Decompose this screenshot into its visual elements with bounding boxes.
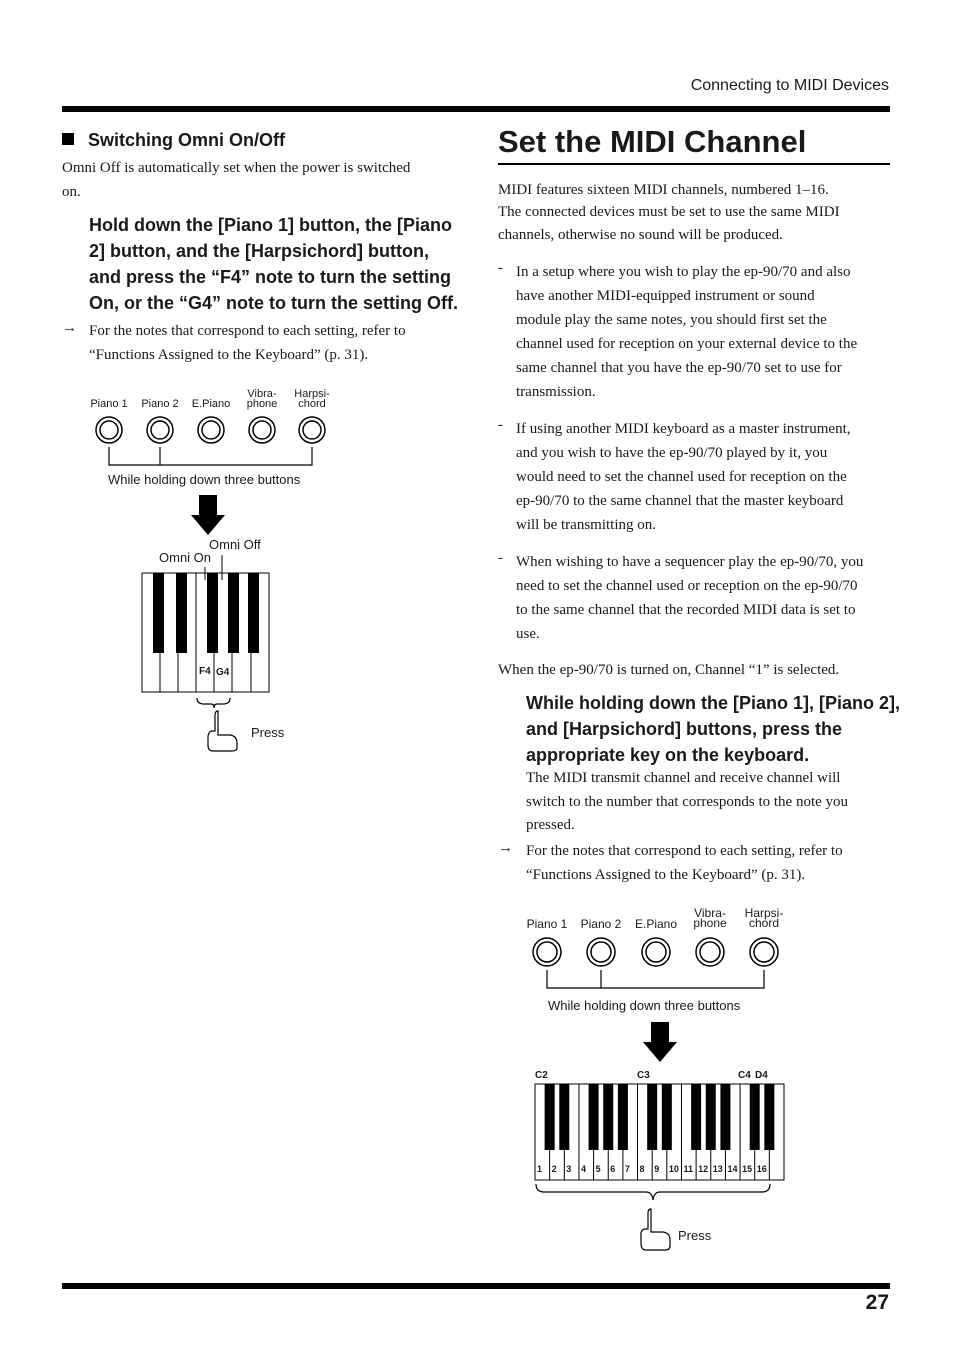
black-key (559, 1084, 569, 1150)
text-line: channel used for reception on your external device to the (516, 336, 858, 352)
text-line: In a setup where you wish to play the ep-90/70 and also (516, 264, 851, 280)
omni-off-label: Omni Off (209, 537, 261, 552)
channel-number: 5 (595, 1164, 601, 1174)
channel-step-desc (526, 767, 848, 838)
bullet-dash: - (498, 417, 503, 433)
c4-label: C4 (738, 1070, 751, 1081)
black-key (662, 1084, 672, 1150)
text-line: chord (748, 916, 780, 930)
text-line: appropriate key on the keyboard. (526, 745, 810, 765)
right-diagram-graphics (520, 930, 800, 1260)
text-line: Hold down the [Piano 1] button, the [Piano (89, 215, 452, 235)
text-line: For the notes that correspond to each setting, refer to (89, 323, 406, 339)
button-label-piano1: Piano 1 (526, 917, 568, 931)
bullet-dash: - (498, 550, 503, 566)
button-label-piano1: Piano 1 (90, 398, 128, 410)
text-line: and [Harpsichord] buttons, press the (526, 719, 843, 739)
section-heading (62, 130, 285, 151)
channel-number: 2 (551, 1164, 557, 1174)
keyboard-graphic (535, 1084, 784, 1200)
channel-number: 1 (537, 1164, 543, 1174)
channel-number: 8 (639, 1164, 645, 1174)
black-key (750, 1084, 760, 1150)
channel-number: 12 (698, 1164, 709, 1174)
omni-intro (62, 157, 410, 204)
c2-label: C2 (535, 1070, 548, 1081)
text-line: While holding down the [Piano 1], [Piano 2], (526, 693, 900, 713)
keyboard-graphic (142, 555, 269, 708)
omni-reference (89, 320, 406, 367)
text-line: would need to set the channel used for reception on the (516, 469, 847, 485)
button-label-piano2: Piano 2 (580, 917, 622, 931)
channel-reference (526, 840, 843, 887)
black-key (764, 1084, 774, 1150)
holding-caption: While holding down three buttons (108, 472, 301, 487)
button-label-harpsichord (738, 908, 790, 928)
channel-number: 9 (654, 1164, 660, 1174)
down-arrow-icon (191, 495, 225, 535)
text-line: The connected devices must be set to use the same MIDI (498, 203, 840, 220)
black-key (647, 1084, 657, 1150)
bullet-3 (516, 550, 863, 646)
text-line: When wishing to have a sequencer play the ep-90/70, you (516, 554, 864, 570)
text-line: phone (246, 398, 278, 410)
text-line: Vibra- (694, 906, 726, 920)
button-label-piano2: Piano 2 (141, 398, 179, 410)
text-line: Harpsi- (294, 388, 330, 400)
down-arrow-icon (643, 1022, 677, 1062)
channel-number: 4 (580, 1164, 586, 1174)
channel-number: 16 (756, 1164, 767, 1174)
text-line: phone (693, 916, 727, 930)
text-line: and you wish to have the ep-90/70 played by it, you (516, 445, 828, 461)
bracket-line (547, 970, 764, 988)
holding-caption: While holding down three buttons (548, 998, 741, 1013)
text-line: will be transmitting on. (516, 517, 656, 533)
text-line: Harpsi- (744, 906, 784, 920)
black-key (589, 1084, 599, 1150)
black-key (720, 1084, 730, 1150)
channel-number: 11 (683, 1164, 694, 1174)
omni-on-label: Omni On (159, 550, 212, 565)
text-line: MIDI features sixteen MIDI channels, numbered 1–16. (498, 182, 829, 198)
press-hand-icon (208, 711, 237, 751)
page-title: Set the MIDI Channel (498, 124, 807, 159)
bullet-1 (516, 260, 857, 404)
top-rule (62, 106, 890, 112)
text-line: ep-90/70 to the same channel that the master keyboard (516, 493, 844, 509)
brace-line (197, 698, 230, 708)
left-diagram-graphics (80, 405, 360, 765)
ref-arrow-icon: → (498, 840, 513, 856)
press-label: Press (251, 725, 285, 740)
text-line: same channel that you have the ep-90/70 set to use for (516, 360, 842, 376)
omni-step-instruction (89, 212, 458, 316)
ref-arrow-icon: → (62, 320, 77, 336)
section-heading-text: Switching Omni On/Off (88, 130, 285, 150)
black-key (603, 1084, 613, 1150)
running-header: Connecting to MIDI Devices (690, 77, 889, 94)
text-line: For the notes that correspond to each setting, refer to (526, 843, 843, 859)
text-line: on. (62, 183, 81, 200)
text-line: need to set the channel used or reception on the ep-90/70 (516, 578, 858, 594)
g4-label: G4 (216, 667, 230, 678)
text-line: The MIDI transmit channel and receive channel will (526, 770, 841, 786)
channel-number: 10 (668, 1164, 679, 1174)
channel-number: 15 (742, 1164, 753, 1174)
text-line: If using another MIDI keyboard as a master instrument, (516, 421, 851, 437)
black-key (706, 1084, 716, 1150)
f4-label: F4 (199, 666, 211, 677)
text-line: to the same channel that the recorded MIDI data is set to (516, 602, 856, 618)
text-line: Omni Off is automatically set when the power is switched (62, 160, 411, 176)
black-key (545, 1084, 555, 1150)
bullet-2 (516, 417, 851, 537)
text-line: chord (298, 398, 326, 410)
text-line: use. (516, 626, 540, 642)
d4-label: D4 (755, 1070, 768, 1081)
text-line: “Functions Assigned to the Keyboard” (p. 31). (526, 866, 806, 883)
channel-number: 14 (727, 1164, 738, 1174)
bracket-line (109, 447, 312, 465)
text-line: 2] button, and the [Harpsichord] button, (89, 241, 429, 261)
power-on-note: When the ep-90/70 is turned on, Channel “1” is selected. (498, 662, 840, 678)
black-key (618, 1084, 628, 1150)
page-number: 27 (865, 1291, 889, 1314)
text-line: channels, otherwise no sound will be produced. (498, 227, 783, 243)
channel-number: 6 (610, 1164, 616, 1174)
text-line: switch to the number that corresponds to the note you (526, 793, 849, 810)
text-line: “Functions Assigned to the Keyboard” (p. 31). (89, 346, 369, 363)
text-line: have another MIDI-equipped instrument or sound (516, 288, 815, 304)
button-label-epiano: E.Piano (634, 917, 678, 931)
brace-line (536, 1184, 770, 1200)
press-hand-icon (641, 1209, 670, 1250)
bottom-rule (62, 1283, 890, 1289)
channel-number: 13 (712, 1164, 723, 1174)
text-line: Vibra- (247, 388, 277, 400)
square-bullet-icon (62, 133, 74, 145)
midi-intro (498, 179, 840, 248)
press-label: Press (678, 1228, 712, 1243)
c3-label: C3 (637, 1070, 650, 1081)
bullet-dash: - (498, 260, 503, 276)
title-rule (498, 163, 890, 165)
channel-number-row (535, 1164, 775, 1178)
channel-number: 7 (624, 1164, 630, 1174)
button-label-vibraphone (684, 908, 736, 928)
text-line: transmission. (516, 384, 596, 400)
channel-number: 3 (566, 1164, 572, 1174)
text-line: and press the “F4” note to turn the setting (89, 267, 452, 287)
text-line: pressed. (526, 817, 575, 833)
text-line: On, or the “G4” note to turn the setting Off. (89, 293, 458, 313)
black-key (691, 1084, 701, 1150)
text-line: module play the same notes, you should first set the (516, 312, 827, 328)
button-label-epiano: E.Piano (191, 398, 231, 410)
channel-step-instruction (526, 690, 900, 768)
